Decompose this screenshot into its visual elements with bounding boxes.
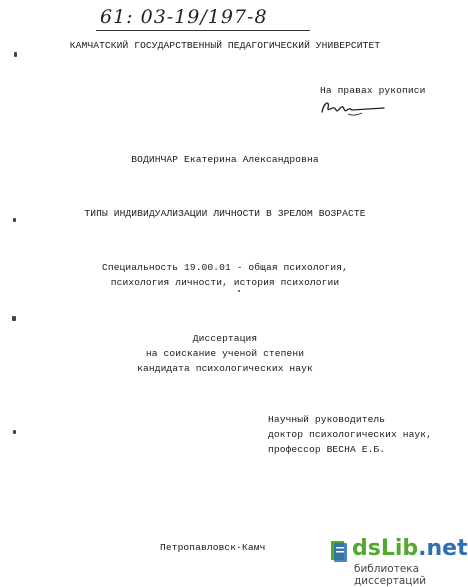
dissertation-label: Диссертация (192, 333, 258, 344)
degree-line: на соискание ученой степени (145, 348, 305, 359)
book-logo-icon (328, 538, 350, 564)
university-name: КАМЧАТСКИЙ ГОСУДАРСТВЕННЫЙ ПЕДАГОГИЧЕСКИЙ УНИВЕРСИТЕТ (69, 40, 381, 51)
scan-speck (14, 52, 17, 57)
signature (318, 96, 388, 118)
watermark-brand-main: dsLib (352, 536, 419, 561)
author-name: ВОДИНЧАР Екатерина Александровна (131, 154, 319, 165)
scan-speck (12, 316, 16, 321)
supervisor-name: профессор ВЕСНА Е.Б. (268, 444, 386, 455)
specialty-line-1: Специальность 19.00.01 - общая психология, (101, 262, 348, 273)
watermark-brand[interactable] (352, 536, 468, 561)
supervisor-label: Научный руководитель (268, 414, 386, 425)
supervisor-degree: доктор психологических наук, (268, 429, 433, 440)
specialty-line-2: психология личности, история психологии (110, 277, 340, 288)
archive-number-handwritten: 61: 03-19/197-8 (100, 6, 268, 28)
signature-scribble (318, 96, 388, 118)
scan-speck (238, 290, 240, 292)
watermark-subtitle: библиотека диссертаций (354, 563, 427, 587)
archive-number-underline (96, 30, 310, 31)
manuscript-rights: На правах рукописи (320, 85, 426, 96)
scan-speck (13, 218, 16, 222)
degree-field-line: кандидата психологических наук (137, 363, 313, 374)
dissertation-title: ТИПЫ ИНДИВИДУАЛИЗАЦИИ ЛИЧНОСТИ В ЗРЕЛОМ ВОЗРАСТЕ (84, 208, 366, 219)
scan-speck (13, 430, 16, 434)
city-name: Петропавловск-Камч (160, 542, 266, 553)
watermark-brand-tld: .net (418, 536, 468, 561)
